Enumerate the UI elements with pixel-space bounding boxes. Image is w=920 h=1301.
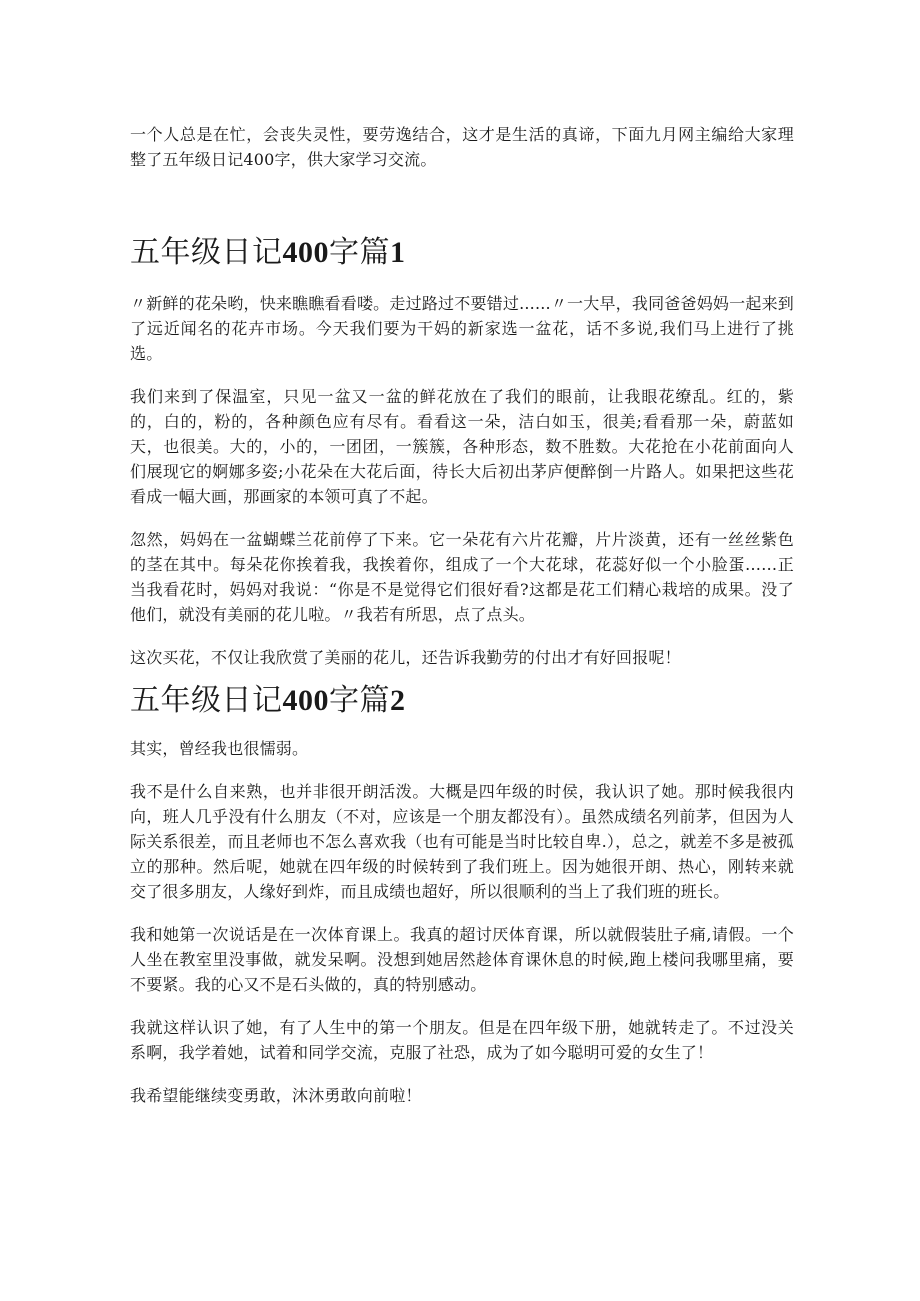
heading-number: 400 xyxy=(282,236,329,269)
heading-text: 五年级日记 xyxy=(130,236,283,269)
heading-suffix: 字篇 xyxy=(329,236,390,269)
heading-suffix: 字篇 xyxy=(329,684,390,717)
paragraph: 〃新鲜的花朵哟，快来瞧瞧看看喽。走过路过不要错过......〃一大早，我同爸爸妈妈一起来到了远近闻名的花卉市场。今天我们要为干妈的新家选一盆花，话不多说,我们马上进行了挑选。 xyxy=(130,294,794,363)
section-heading-1 xyxy=(130,234,794,272)
section-heading-2 xyxy=(130,682,794,720)
heading-text: 五年级日记 xyxy=(130,684,283,717)
heading-index: 1 xyxy=(390,236,406,269)
paragraph: 其实，曾经我也很懦弱。 xyxy=(130,739,309,758)
paragraph: 我们来到了保温室，只见一盆又一盆的鲜花放在了我们的眼前，让我眼花缭乱。红的，紫的，白的，粉的，各种颜色应有尽有。看看这一朵，洁白如玉，很美;看看那一朵，蔚蓝如天，也很美。大的，小的，一团团，一簇簇，各种形态，数不胜数。大花抢在小花前面向人们展现它的婀娜多姿;小花朵在大花后面，待长大后初出茅庐便醉倒一片路人。如果把这些花看成一幅大画，那画家的本领可真了不起。 xyxy=(130,387,794,506)
paragraph: 这次买花，不仅让我欣赏了美丽的花儿，还告诉我勤劳的付出才有好回报呢！ xyxy=(130,648,681,667)
article-body xyxy=(130,122,794,1108)
intro-paragraph: 一个人总是在忙，会丧失灵性，要劳逸结合，这才是生活的真谛，下面九月网主编给大家理整了五年级日记400字，供大家学习交流。 xyxy=(130,125,794,169)
paragraph: 我希望能继续变勇敢，沐沐勇敢向前啦！ xyxy=(130,1086,422,1105)
paragraph: 我和她第一次说话是在一次体育课上。我真的超讨厌体育课，所以就假装肚子痛,请假。一个人坐在教室里没事做，就发呆啊。没想到她居然趁体育课休息的时候,跑上楼问我哪里痛，要不要紧。我的心又不是石头做的，真的特别感动。 xyxy=(130,925,794,994)
heading-number: 400 xyxy=(282,684,329,717)
paragraph: 我就这样认识了她，有了人生中的第一个朋友。但是在四年级下册，她就转走了。不过没关系啊，我学着她，试着和同学交流，克服了社恐，成为了如今聪明可爱的女生了！ xyxy=(130,1018,794,1062)
paragraph: 我不是什么自来熟，也并非很开朗活泼。大概是四年级的时侯，我认识了她。那时候我很内向，班人几乎没有什么朋友（不对，应该是一个朋友都没有）。虽然成绩名列前茅，但因为人际关系很差，而且老师也不怎么喜欢我（也有可能是当时比较自卑.），总之，就差不多是被孤立的那种。然后呢，她就在四年级的时候转到了我们班上。因为她很开朗、热心，刚转来就交了很多朋友，人缘好到炸，而且成绩也超好，所以很顺利的当上了我们班的班长。 xyxy=(130,782,794,901)
heading-index: 2 xyxy=(390,684,406,717)
paragraph: 忽然，妈妈在一盆蝴蝶兰花前停了下来。它一朵花有六片花瓣，片片淡黄，还有一丝丝紫色的茎在其中。每朵花你挨着我，我挨着你，组成了一个大花球，花蕊好似一个小脸蛋……正当我看花时，妈妈对我说：“你是不是觉得它们很好看?这都是花工们精心栽培的成果。没了他们，就没有美丽的花儿啦。〃我若有所思，点了点头。 xyxy=(130,530,794,624)
